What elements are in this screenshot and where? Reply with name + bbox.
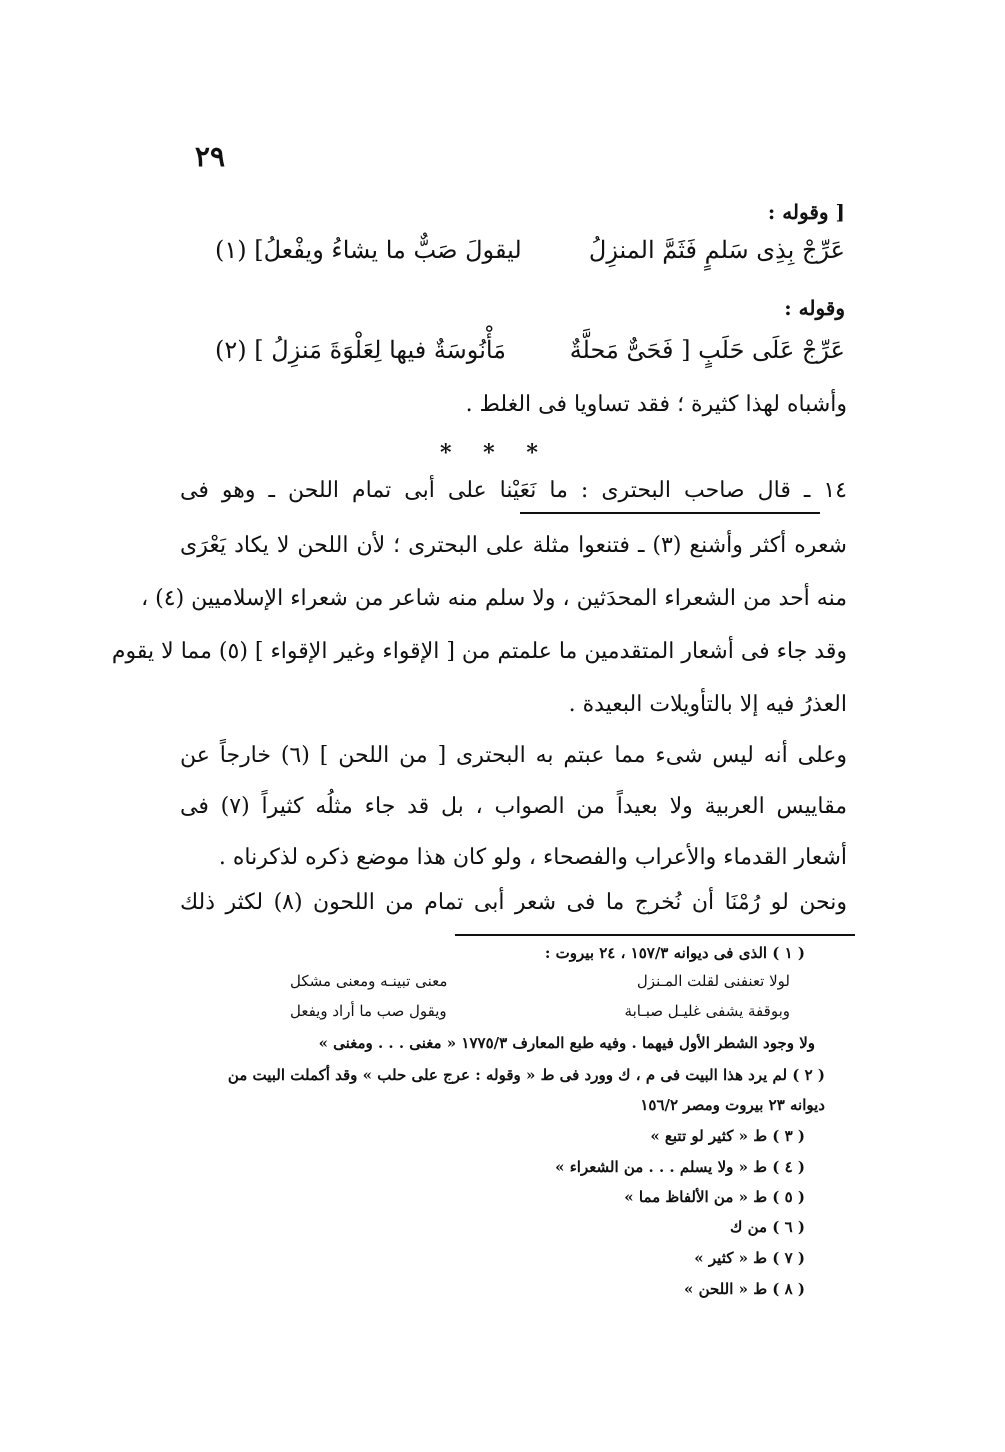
verse1-intro: [ وقوله : bbox=[767, 200, 845, 224]
footnote-4: ( ٤ ) ط « ولا يسلم . . . من الشعراء » bbox=[555, 1158, 805, 1176]
paragraph2-line: وعلى أنه ليس شىء مما عبتم به البحترى [ من اللحن ] (٦) خارجاً عن bbox=[180, 743, 847, 768]
footnote-1-note: ولا وجود الشطر الأول فيهما . وفيه طبع المعارف ١٧٧٥/٣ « مغنى . . . ومغنى » bbox=[318, 1034, 815, 1052]
footnote-7: ( ٧ ) ط « كثير » bbox=[694, 1249, 805, 1267]
closing-line: وأشباه لهذا كثيرة ؛ فقد تساويا فى الغلط . bbox=[465, 392, 847, 417]
verse2-intro: وقوله : bbox=[784, 296, 845, 320]
paragraph1-line: العذرُ فيه إلا بالتأويلات البعيدة . bbox=[568, 692, 847, 717]
paragraph1-line: منه أحد من الشعراء المحدَثين ، ولا سلم منه شاعر من شعراء الإسلاميين (٤) ، bbox=[141, 586, 847, 611]
footnote-8: ( ٨ ) ط « اللحن » bbox=[683, 1280, 805, 1298]
verse1 bbox=[215, 236, 845, 264]
footnote-1-verse-first: لولا تعنفنى لقلت المـنزل bbox=[636, 972, 790, 990]
footnote-1-verse-second: ويقول صب ما أراد ويفعل bbox=[290, 1002, 447, 1020]
footnote-2: ( ٢ ) لم يرد هذا البيت فى م ، ك وورد فى ط « وقوله : عرج على حلب » وقد أكملت البيت من bbox=[227, 1066, 825, 1084]
footnote-1-verse-second: معنى تبينـه ومعنى مشكل bbox=[290, 972, 448, 990]
footnote-divider bbox=[455, 934, 855, 936]
section-separator: * * * bbox=[440, 440, 550, 466]
paragraph3-line: ونحن لو رُمْنَا أن نُخرج ما فى شعر أبى تمام من اللحون (٨) لكثر ذلك bbox=[180, 890, 847, 915]
paragraph1-line: وقد جاء فى أشعار المتقدمين ما علمتم من [ الإقواء وغير الإقواء ] (٥) مما لا يقوم bbox=[111, 639, 847, 664]
verse1-second-hemistich: ليقولَ صَبٌّ ما يشاءُ ويفْعلُ] (١) bbox=[215, 236, 522, 264]
underline-mark bbox=[520, 512, 820, 514]
footnote-3: ( ٣ ) ط « كثير لو تتبع » bbox=[650, 1127, 805, 1145]
paragraph1-line: شعره أكثر وأشنع (٣) ـ فتنعوا مثلة على البحترى ؛ لأن اللحن لا يكاد يَعْرَى bbox=[180, 533, 847, 558]
paragraph2-line: مقاييس العربية ولا بعيداً من الصواب ، بل قد جاء مثلُه كثيراً (٧) فى bbox=[180, 794, 847, 819]
footnote-1-verse-first: وبوقفة يشفى غليـل صبـابة bbox=[624, 1002, 790, 1020]
footnote-1-verse bbox=[290, 972, 790, 990]
verse2-second-hemistich: مَأْنُوسَةٌ فيها لِعَلْوَةَ مَنزِلُ ] (٢) bbox=[215, 336, 507, 364]
verse2-first-hemistich: عَرِّجْ عَلَى حَلَبٍ [ فَحَىٌّ مَحلَّةٌ bbox=[569, 336, 845, 364]
page-number: ٢٩ bbox=[194, 140, 225, 173]
verse1-first-hemistich: عَرِّجْ بِذِى سَلمٍ فَثَمَّ المنزِلُ bbox=[588, 236, 845, 264]
paragraph1-line: ١٤ ـ قال صاحب البحترى : ما نَعَيْنا على أبى تمام اللحن ـ وهو فى bbox=[180, 478, 847, 503]
footnote-2-cont: ديوانه ٢٣ بيروت ومصر ١٥٦/٢ bbox=[640, 1096, 825, 1114]
footnote-6: ( ٦ ) من ك bbox=[730, 1218, 805, 1236]
paragraph2-line: أشعار القدماء والأعراب والفصحاء ، ولو كان هذا موضع ذكره لذكرناه . bbox=[218, 845, 847, 870]
footnote-1-verse bbox=[290, 1002, 790, 1020]
verse2 bbox=[215, 336, 845, 364]
footnote-5: ( ٥ ) ط « من الألفاظ مما » bbox=[624, 1188, 805, 1206]
footnote-1: ( ١ ) الذى فى ديوانه ١٥٧/٣ ، ٢٤ بيروت : bbox=[544, 944, 805, 962]
